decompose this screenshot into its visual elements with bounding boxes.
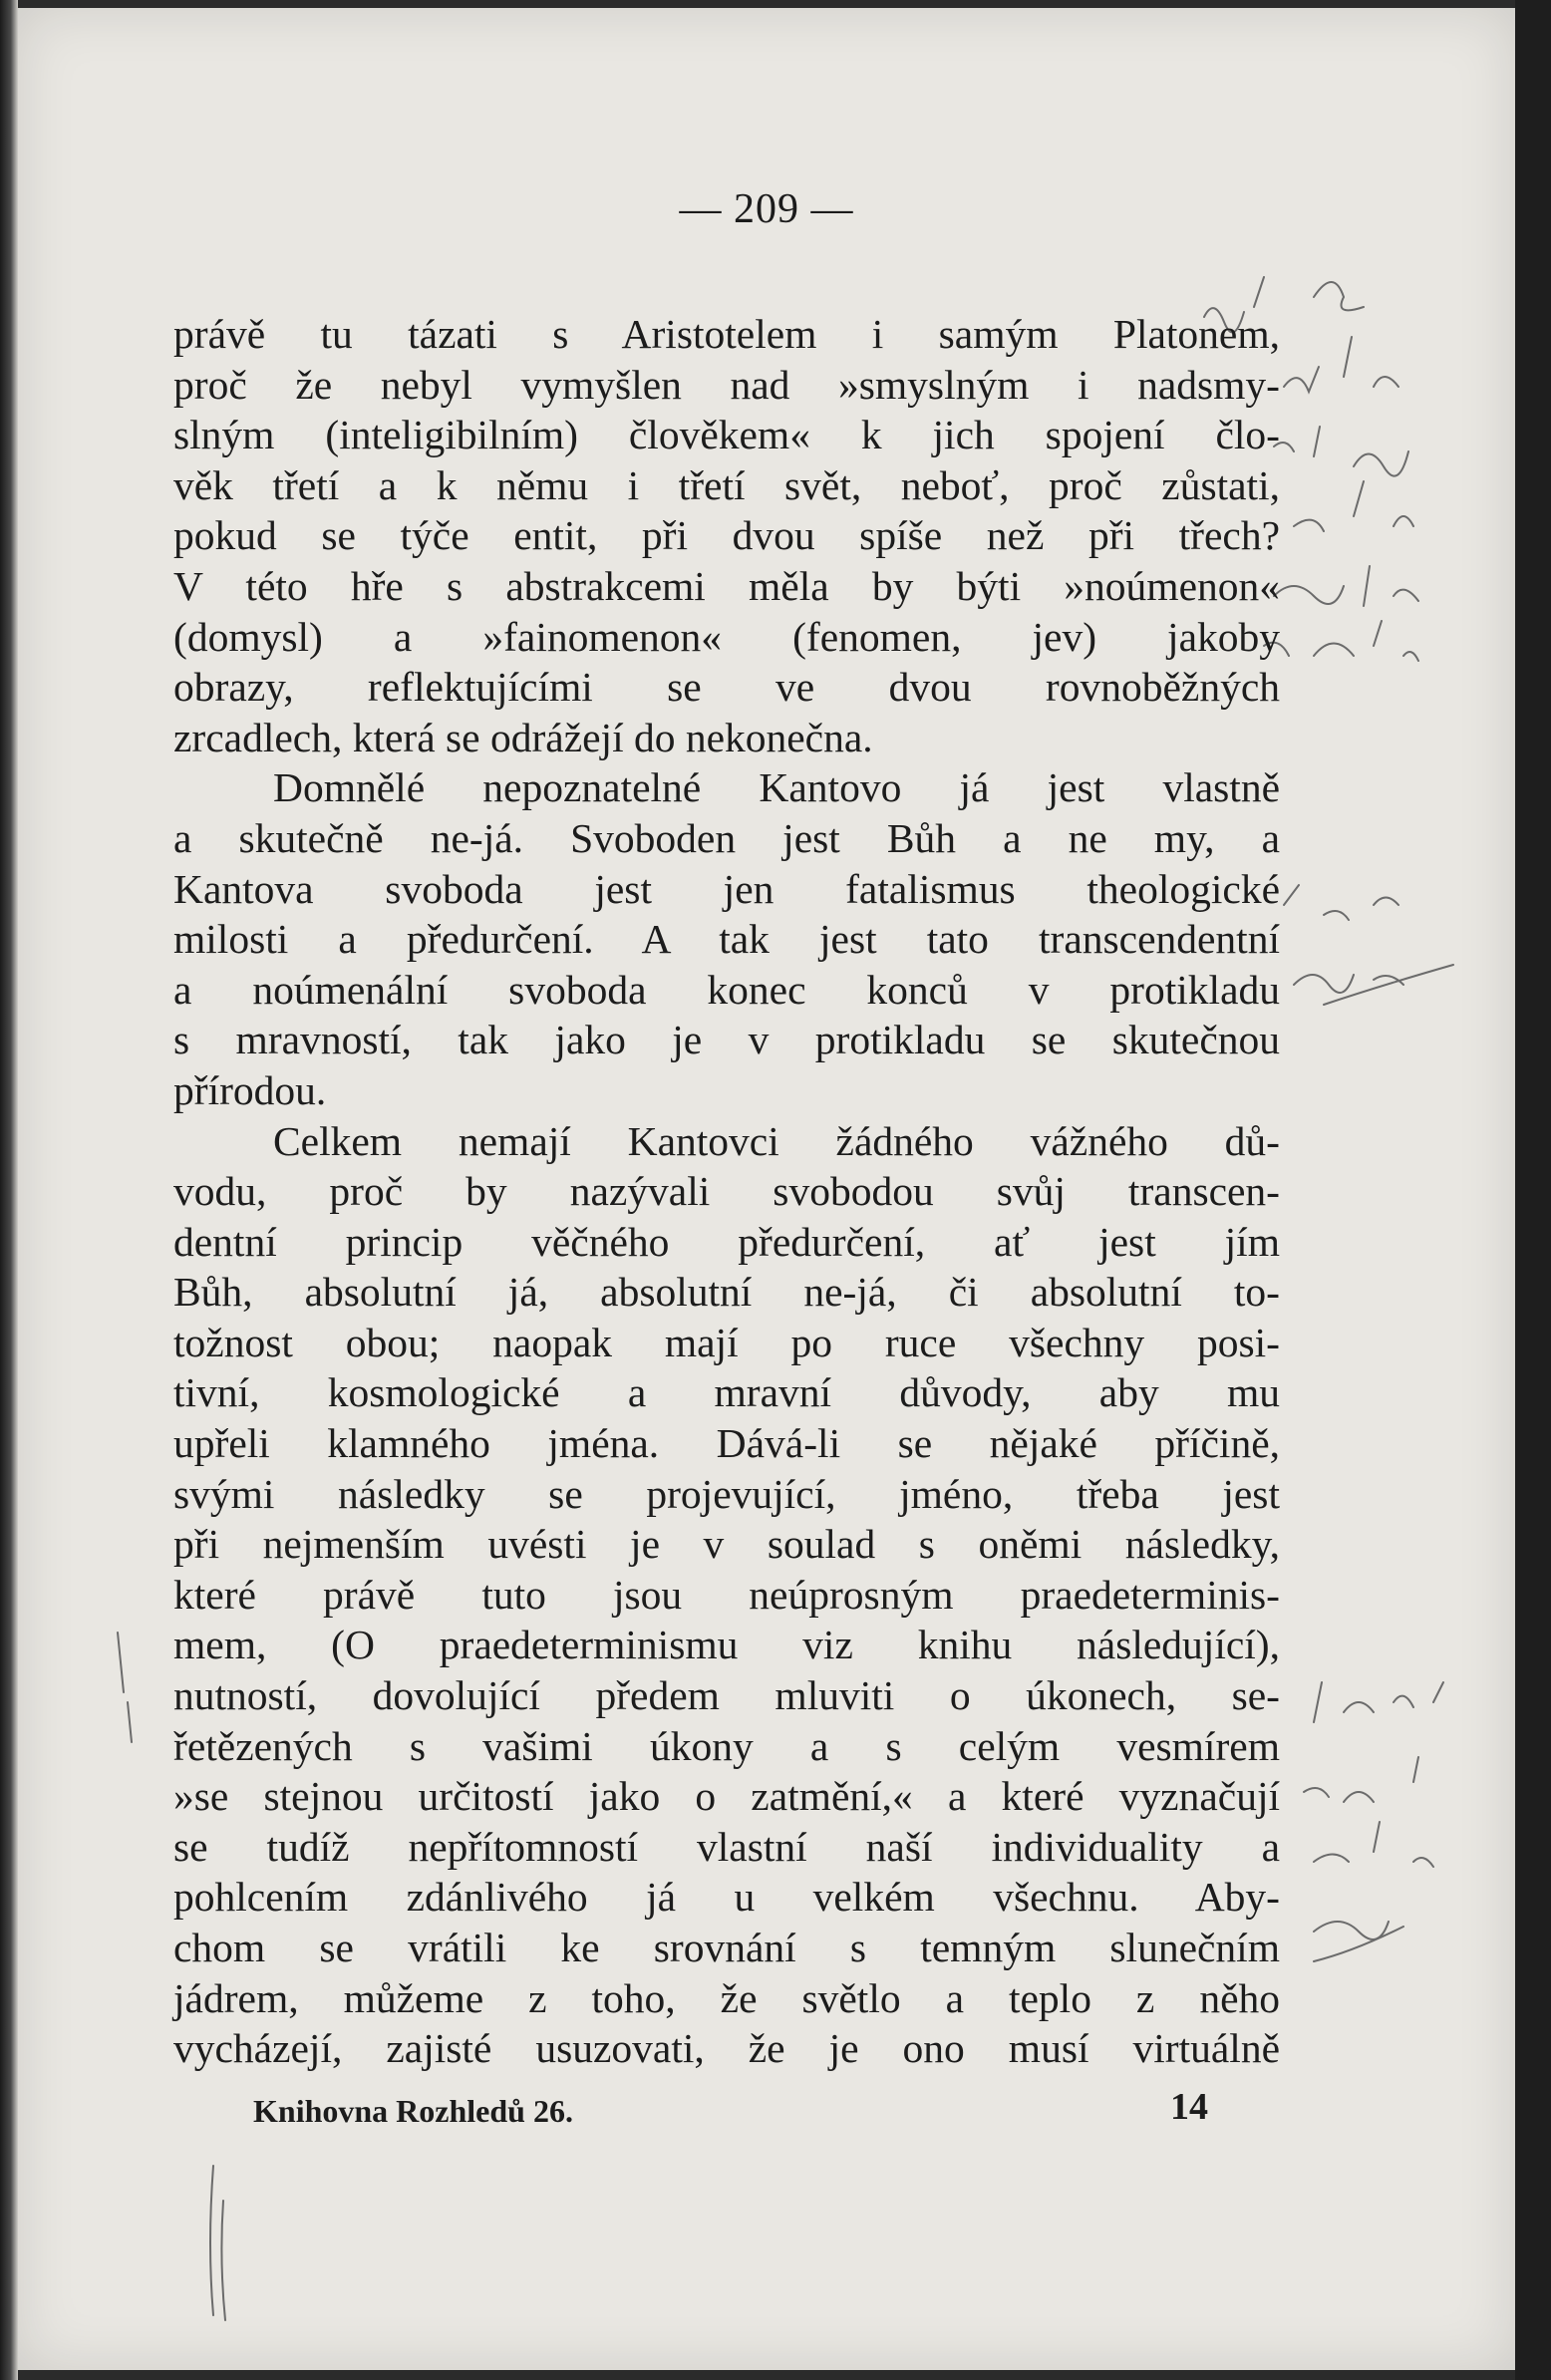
signature-mark: 14 xyxy=(1170,2086,1208,2128)
text-line: Bůh, absolutní já, absolutní ne-já, či absolutní to- xyxy=(173,1269,1280,1316)
text-line: Celkem nemají Kantovci žádného vážného dů- xyxy=(273,1117,1280,1164)
scan-left-edge xyxy=(0,0,18,2380)
text-line: pohlcením zdánlivého já u velkém všechnu. Aby- xyxy=(173,1874,1280,1921)
text-line: nutností, dovolující předem mluviti o úkonech, se- xyxy=(173,1672,1280,1719)
text-line: tožnost obou; naopak mají po ruce všechny posi- xyxy=(173,1319,1280,1365)
text-line: proč že nebyl vymyšlen nad »smyslným i nadsmy- xyxy=(173,361,1280,408)
scan-right-edge xyxy=(1515,0,1551,2380)
body-text xyxy=(173,309,1280,2074)
text-line: Kantova svoboda jest jen fatalismus theologické xyxy=(173,865,1280,912)
text-line: mem, (O praedeterminismu viz knihu následující), xyxy=(173,1622,1280,1668)
text-line: pokud se týče entit, při dvou spíše než při třech? xyxy=(173,512,1280,559)
text-line: jádrem, můžeme z toho, že světlo a teplo z něho xyxy=(173,1974,1280,2021)
text-line: dentní princip věčného předurčení, ať jest jím xyxy=(173,1218,1280,1265)
paragraph-2 xyxy=(173,762,1280,1115)
text-line: zrcadlech, která se odrážejí do nekonečna. xyxy=(173,714,873,760)
page-number: — 209 — xyxy=(679,186,854,232)
text-line: chom se vrátili ke srovnání s temným slunečním xyxy=(173,1925,1280,1970)
paragraph-3 xyxy=(173,1116,1280,2074)
text-line: tivní, kosmologické a mravní důvody, aby mu xyxy=(173,1369,1280,1416)
text-line: s mravností, tak jako je v protikladu se skutečnou xyxy=(173,1017,1280,1063)
book-page xyxy=(18,8,1515,2370)
text-line: vodu, proč by nazývali svobodou svůj transcen- xyxy=(173,1168,1280,1215)
publisher-label: Knihovna Rozhledů 26. xyxy=(253,2093,573,2129)
text-line: při nejmenším uvésti je v soulad s oněmi následky, xyxy=(173,1521,1280,1568)
text-line: se tudíž nepřítomností vlastní naší individuality a xyxy=(173,1823,1280,1870)
text-line: které právě tuto jsou neúprosným praedeterminis- xyxy=(173,1571,1280,1618)
text-line: upřeli klamného jména. Dává-li se nějaké příčině, xyxy=(173,1420,1280,1467)
text-line: věk třetí a k němu i třetí svět, neboť, proč zůstati, xyxy=(173,461,1280,508)
text-line: a skutečně ne-já. Svoboden jest Bůh a ne my, a xyxy=(173,814,1280,861)
paragraph-1 xyxy=(173,309,1280,762)
text-line: právě tu tázati s Aristotelem i samým Platonem, xyxy=(173,311,1280,357)
text-line: přírodou. xyxy=(173,1066,327,1113)
text-line: Domnělé nepoznatelné Kantovo já jest vlastně xyxy=(273,764,1280,811)
text-line: a noúmenální svoboda konec konců v protikladu xyxy=(173,966,1280,1013)
text-line: slným (inteligibilním) člověkem« k jich spojení člo- xyxy=(173,412,1280,458)
text-line: V této hře s abstrakcemi měla by býti »noúmenon« xyxy=(173,562,1280,609)
page-footer xyxy=(253,2086,1350,2130)
text-line: obrazy, reflektujícími se ve dvou rovnoběžných xyxy=(173,664,1280,711)
text-line: milosti a předurčení. A tak jest tato transcendentní xyxy=(173,916,1280,963)
text-line: »se stejnou určitostí jako o zatmění,« a které vyznačují xyxy=(173,1773,1280,1820)
text-line: řetězených s vašimi úkony a s celým vesmírem xyxy=(173,1722,1280,1769)
text-line: vycházejí, zajisté usuzovati, že je ono musí virtuálně xyxy=(173,2025,1280,2072)
text-line: (domysl) a »fainomenon« (fenomen, jev) jakoby xyxy=(173,613,1280,660)
text-line: svými následky se projevující, jméno, třeba jest xyxy=(173,1470,1280,1517)
